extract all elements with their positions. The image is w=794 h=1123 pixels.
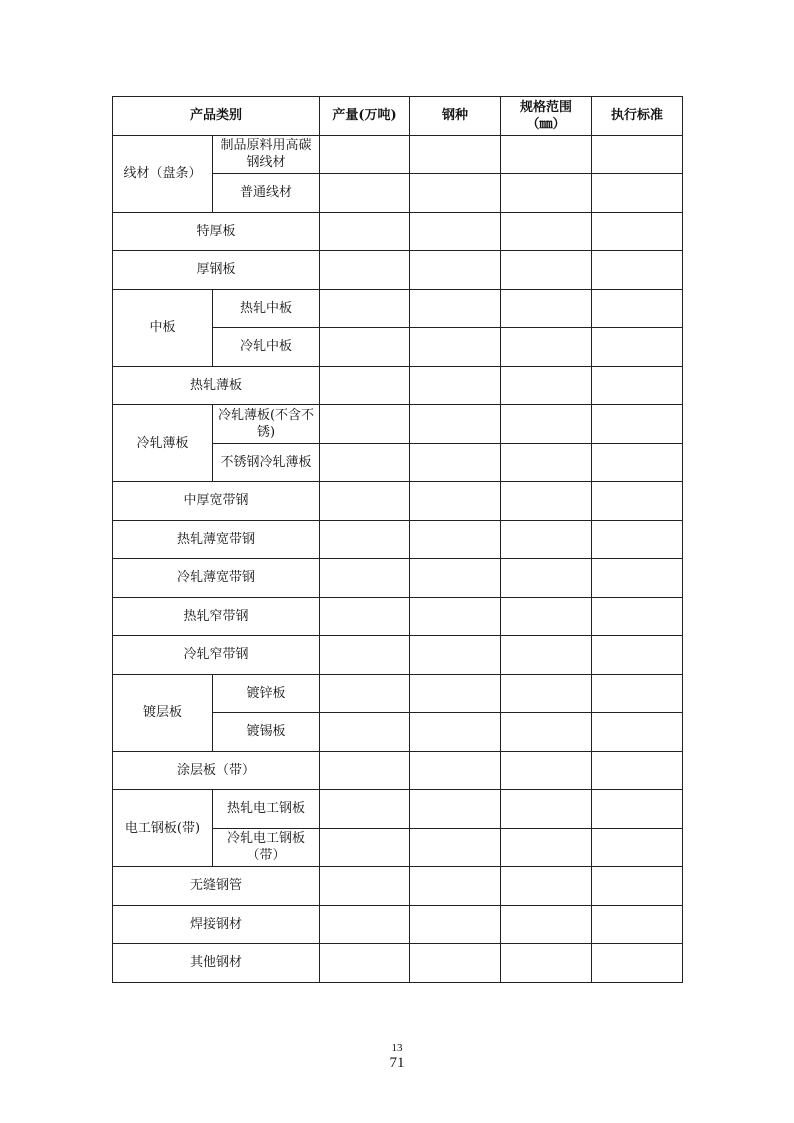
- input-cell[interactable]: [501, 674, 592, 713]
- sub-label: 冷轧中板: [213, 328, 320, 367]
- input-cell[interactable]: [410, 366, 501, 405]
- input-cell[interactable]: [501, 905, 592, 944]
- input-cell[interactable]: [410, 520, 501, 559]
- input-cell[interactable]: [592, 135, 683, 174]
- input-cell[interactable]: [410, 790, 501, 829]
- input-cell[interactable]: [501, 135, 592, 174]
- input-cell[interactable]: [320, 251, 410, 290]
- input-cell[interactable]: [501, 174, 592, 213]
- input-cell[interactable]: [410, 828, 501, 867]
- input-cell[interactable]: [592, 328, 683, 367]
- input-cell[interactable]: [320, 135, 410, 174]
- input-cell[interactable]: [501, 828, 592, 867]
- input-cell[interactable]: [501, 482, 592, 521]
- input-cell[interactable]: [592, 174, 683, 213]
- input-cell[interactable]: [320, 328, 410, 367]
- input-cell[interactable]: [320, 482, 410, 521]
- input-cell[interactable]: [592, 443, 683, 482]
- header-output: 产量(万吨): [320, 97, 410, 136]
- input-cell[interactable]: [501, 944, 592, 983]
- input-cell[interactable]: [320, 828, 410, 867]
- row-label: 冷轧薄宽带钢: [113, 559, 320, 598]
- row-label: 其他钢材: [113, 944, 320, 983]
- input-cell[interactable]: [320, 212, 410, 251]
- sub-label: 镀锡板: [213, 713, 320, 752]
- input-cell[interactable]: [410, 212, 501, 251]
- row-label: 冷轧窄带钢: [113, 636, 320, 675]
- input-cell[interactable]: [320, 905, 410, 944]
- input-cell[interactable]: [410, 482, 501, 521]
- sub-label: 热轧电工钢板: [213, 790, 320, 829]
- product-form-table: [112, 96, 683, 983]
- input-cell[interactable]: [320, 867, 410, 906]
- input-cell[interactable]: [410, 251, 501, 290]
- row-label: 热轧窄带钢: [113, 597, 320, 636]
- input-cell[interactable]: [501, 328, 592, 367]
- input-cell[interactable]: [501, 751, 592, 790]
- input-cell[interactable]: [410, 944, 501, 983]
- input-cell[interactable]: [592, 366, 683, 405]
- input-cell[interactable]: [501, 289, 592, 328]
- input-cell[interactable]: [592, 674, 683, 713]
- input-cell[interactable]: [320, 443, 410, 482]
- input-cell[interactable]: [501, 790, 592, 829]
- input-cell[interactable]: [320, 790, 410, 829]
- input-cell[interactable]: [320, 559, 410, 598]
- row-label: 焊接钢材: [113, 905, 320, 944]
- input-cell[interactable]: [592, 482, 683, 521]
- sub-label: 不锈钢冷轧薄板: [213, 443, 320, 482]
- row-label: 热轧薄板: [113, 366, 320, 405]
- sub-label: 制品原料用高碳钢线材: [213, 135, 320, 174]
- sub-label: 冷轧薄板(不含不锈): [213, 405, 320, 444]
- input-cell[interactable]: [501, 597, 592, 636]
- input-cell[interactable]: [501, 405, 592, 444]
- sub-label: 冷轧电工钢板（带）: [213, 828, 320, 867]
- group-label-electrical: 电工钢板(带): [113, 790, 213, 867]
- input-cell[interactable]: [592, 828, 683, 867]
- row-label: 特厚板: [113, 212, 320, 251]
- input-cell[interactable]: [592, 636, 683, 675]
- header-spec: 规格范围（㎜）: [501, 97, 592, 136]
- row-label: 涂层板（带）: [113, 751, 320, 790]
- input-cell[interactable]: [320, 674, 410, 713]
- input-cell[interactable]: [410, 867, 501, 906]
- input-cell[interactable]: [501, 867, 592, 906]
- input-cell[interactable]: [501, 366, 592, 405]
- group-label-wire: 线材（盘条）: [113, 135, 213, 212]
- input-cell[interactable]: [320, 751, 410, 790]
- group-label-cold-sheet: 冷轧薄板: [113, 405, 213, 482]
- header-standard: 执行标准: [592, 97, 683, 136]
- row-label: 无缝钢管: [113, 867, 320, 906]
- input-cell[interactable]: [410, 751, 501, 790]
- row-label: 厚钢板: [113, 251, 320, 290]
- input-cell[interactable]: [592, 289, 683, 328]
- input-cell[interactable]: [592, 212, 683, 251]
- input-cell[interactable]: [501, 520, 592, 559]
- input-cell[interactable]: [501, 212, 592, 251]
- input-cell[interactable]: [592, 520, 683, 559]
- group-label-coated: 镀层板: [113, 674, 213, 751]
- input-cell[interactable]: [410, 135, 501, 174]
- input-cell[interactable]: [592, 559, 683, 598]
- sub-label: 镀锌板: [213, 674, 320, 713]
- input-cell[interactable]: [410, 405, 501, 444]
- input-cell[interactable]: [501, 443, 592, 482]
- input-cell[interactable]: [592, 905, 683, 944]
- input-cell[interactable]: [410, 713, 501, 752]
- input-cell[interactable]: [320, 405, 410, 444]
- input-cell[interactable]: [410, 674, 501, 713]
- input-cell[interactable]: [592, 790, 683, 829]
- input-cell[interactable]: [410, 597, 501, 636]
- input-cell[interactable]: [320, 944, 410, 983]
- row-label: 热轧薄宽带钢: [113, 520, 320, 559]
- input-cell[interactable]: [320, 597, 410, 636]
- header-steel: 钢种: [410, 97, 501, 136]
- input-cell[interactable]: [410, 559, 501, 598]
- input-cell[interactable]: [410, 289, 501, 328]
- input-cell[interactable]: [410, 636, 501, 675]
- input-cell[interactable]: [592, 944, 683, 983]
- input-cell[interactable]: [410, 443, 501, 482]
- input-cell[interactable]: [410, 174, 501, 213]
- sub-label: 普通线材: [213, 174, 320, 213]
- row-label: 中厚宽带钢: [113, 482, 320, 521]
- input-cell[interactable]: [592, 867, 683, 906]
- header-category: 产品类别: [113, 97, 320, 136]
- sub-label: 热轧中板: [213, 289, 320, 328]
- input-cell[interactable]: [320, 636, 410, 675]
- page-number: 71: [389, 1055, 405, 1071]
- input-cell[interactable]: [501, 713, 592, 752]
- input-cell[interactable]: [592, 597, 683, 636]
- input-cell[interactable]: [501, 251, 592, 290]
- input-cell[interactable]: [592, 751, 683, 790]
- input-cell[interactable]: [320, 520, 410, 559]
- input-cell[interactable]: [410, 905, 501, 944]
- input-cell[interactable]: [592, 251, 683, 290]
- page-number-small: 13: [391, 1042, 403, 1054]
- input-cell[interactable]: [320, 174, 410, 213]
- input-cell[interactable]: [592, 405, 683, 444]
- input-cell[interactable]: [501, 636, 592, 675]
- input-cell[interactable]: [410, 328, 501, 367]
- group-label-medium-plate: 中板: [113, 289, 213, 366]
- input-cell[interactable]: [501, 559, 592, 598]
- input-cell[interactable]: [320, 366, 410, 405]
- input-cell[interactable]: [320, 289, 410, 328]
- input-cell[interactable]: [320, 713, 410, 752]
- input-cell[interactable]: [592, 713, 683, 752]
